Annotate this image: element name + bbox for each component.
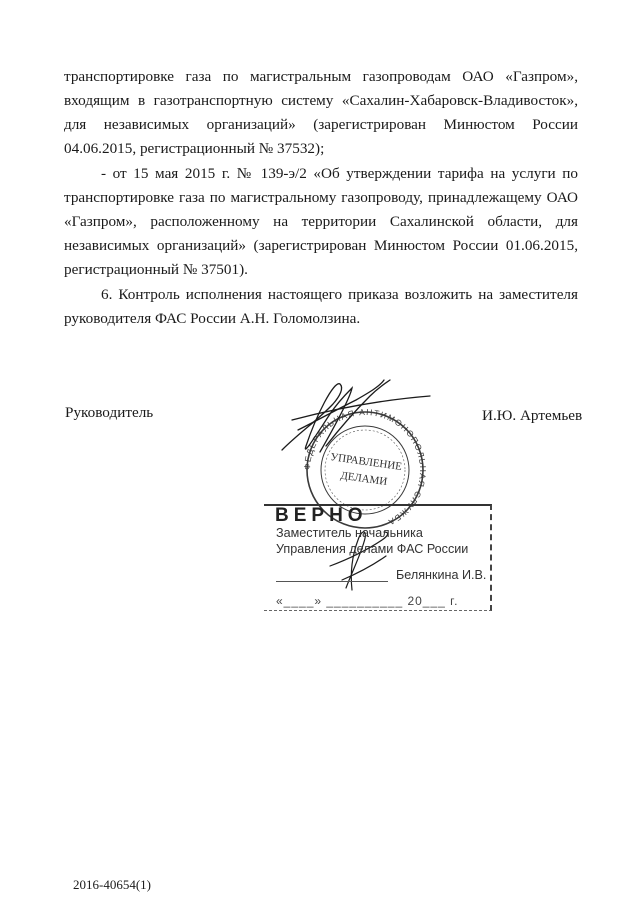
stamp-department-line: Управления делами ФАС России: [276, 542, 469, 556]
paragraph-tariff-item: - от 15 мая 2015 г. № 139-э/2 «Об утверждении тарифа на услуги по транспортировке газа по магистральному газопроводу, принадлежащему ОАО «Газпром», расположенному на территории Сахалинской области, для независимых организаций» (зарегистрирован Минюстом России 01.06.2015, регистрационный № 37501).: [64, 165, 578, 278]
seal-ring-text: ФЕДЕРАЛЬНАЯ АНТИМОНОПОЛЬНАЯ СЛУЖБА: [301, 406, 429, 528]
stamp-signature-line: [276, 581, 388, 582]
signatory-name: И.Ю. Артемьев: [482, 407, 583, 424]
paragraph-continuation: транспортировке газа по магистральным газопроводам ОАО «Газпром», входящим в газотранспортную систему «Сахалин-Хабаровск-Владивосток», для независимых организаций» (зарегистрирован Минюстом России 04.06.2015, регистрационный № 37532);: [64, 68, 578, 157]
stamp-person-name: Белянкина И.В.: [396, 568, 487, 582]
document-number: 2016-40654(1): [73, 877, 151, 892]
certification-stamp: [264, 504, 492, 611]
seal-center-line-2: ДЕЛАМИ: [339, 469, 388, 489]
stamp-title: ВЕРНО: [275, 505, 368, 526]
seal-center-line-1: УПРАВЛЕНИЕ: [329, 451, 403, 474]
signatory-title: Руководитель: [65, 404, 154, 421]
stamp-position-line: Заместитель начальника: [276, 526, 423, 540]
stamp-date-line: «____» __________ 20___ г.: [276, 594, 459, 608]
paragraph-control-clause: 6. Контроль исполнения настоящего приказа возложить на заместителя руководителя ФАС России А.Н. Голомолзина.: [64, 286, 578, 327]
